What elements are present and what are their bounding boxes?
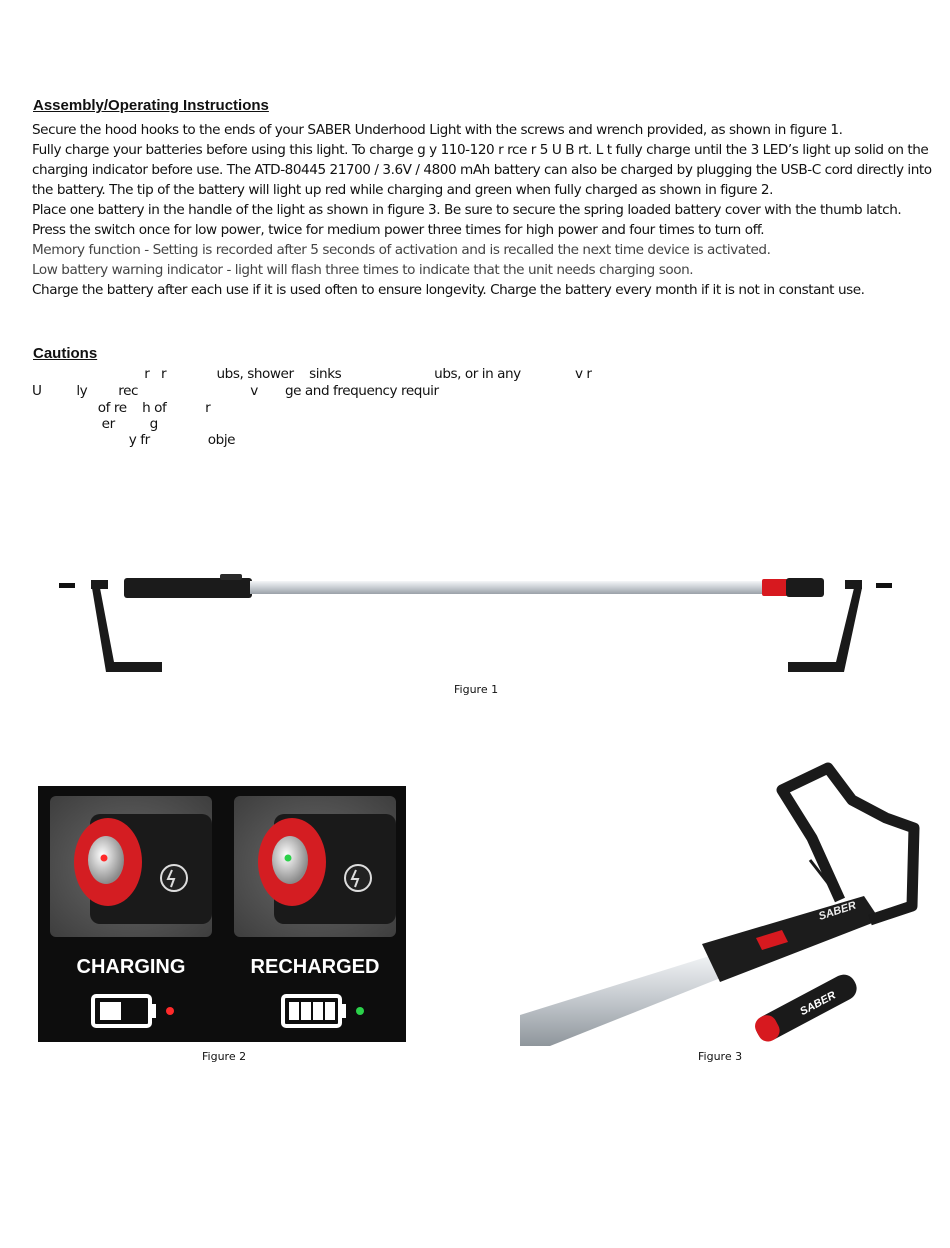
assembly-heading: Assembly/Operating Instructions	[33, 97, 269, 114]
cautions-heading: Cautions	[33, 345, 98, 362]
figure1-caption: Figure 1	[454, 683, 499, 696]
red-led-icon	[101, 855, 108, 862]
charging-label: CHARGING	[76, 956, 186, 978]
recharged-tile	[234, 796, 396, 937]
figure1-light-bar-image	[50, 570, 900, 680]
caution-line: r r ubs, shower sinks ubs, or in any v r	[32, 366, 592, 382]
battery-icon	[752, 970, 861, 1045]
paragraph-charging: Fully charge your batteries before using this light. To charge g y 110-120 r rce r 5 U B rt. L t fully charge until the 3 LED’s light up solid on the charging indicator before use. The ATD-80445 21700 / 3.6V / 4800 mAh battery can also be charged by plugging the USB-C cord directly into the battery. The tip of the battery will light up red while charging and green when fully charged as shown in figure 2.	[32, 142, 932, 198]
figure3-caption: Figure 3	[698, 1050, 743, 1063]
caution-line: U ly rec v ge and frequency requir	[32, 383, 439, 399]
green-led-icon	[285, 855, 292, 862]
left-screw-icon	[59, 583, 75, 588]
red-end-cap	[762, 579, 788, 596]
paragraph-switch: Press the switch once for low power, twice for medium power three times for high power and four times to turn off.	[32, 222, 765, 238]
handle-brand-label: SABER	[817, 899, 858, 923]
paragraph-memory: Memory function - Setting is recorded after 5 seconds of activation and is recalled the next time device is activated.	[32, 242, 771, 258]
figure2-caption: Figure 2	[202, 1050, 247, 1063]
assembly-text	[32, 120, 948, 300]
hood-hook-icon	[782, 768, 914, 920]
right-screw-icon	[876, 583, 892, 588]
battery-brand-label: SABER	[798, 989, 838, 1019]
charging-tile	[50, 796, 212, 937]
light-tube	[250, 581, 765, 594]
light-tube	[520, 954, 728, 1046]
paragraph-hooks: Secure the hood hooks to the ends of your SABER Underhood Light with the screws and wrench provided, as shown in figure 1.	[32, 122, 843, 138]
caution-line: y fr obje	[32, 432, 236, 448]
paragraph-battery: Place one battery in the handle of the light as shown in figure 3. Be sure to secure the spring loaded battery cover with the thumb latch.	[32, 202, 902, 218]
caution-line: of re h of r	[32, 400, 211, 416]
paragraph-low-battery: Low battery warning indicator - light will flash three times to indicate that the unit needs charging soon.	[32, 262, 694, 278]
light-handle	[124, 578, 252, 598]
figure2-battery-indicator-image	[38, 786, 406, 1042]
recharged-label: RECHARGED	[250, 956, 380, 978]
caution-line: er g	[32, 416, 158, 432]
paragraph-charge-often: Charge the battery after each use if it is used often to ensure longevity. Charge the battery every month if it is not in constant use.	[32, 282, 865, 298]
figure3-battery-install-image	[520, 760, 920, 1046]
